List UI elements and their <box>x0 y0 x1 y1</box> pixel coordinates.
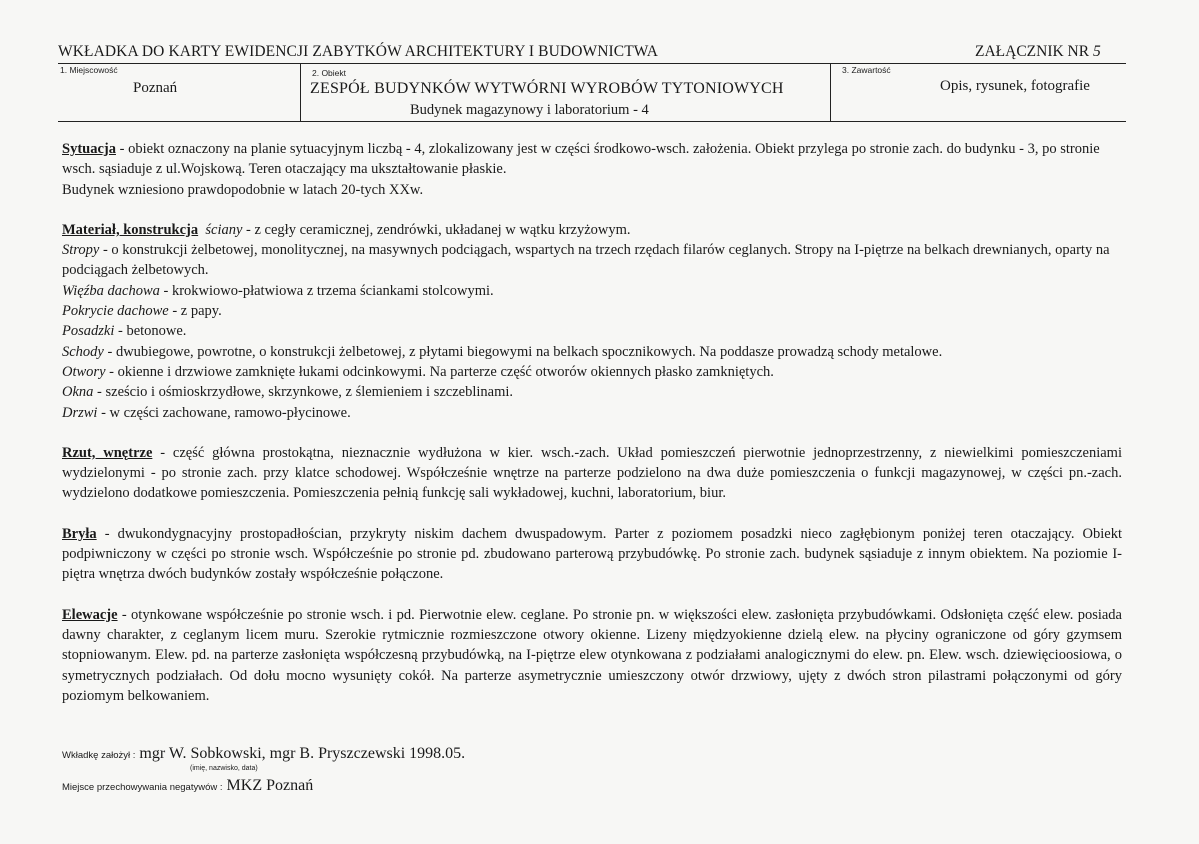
material-item <box>62 281 1122 301</box>
plan-text: - część główna prostokątna, nieznacznie wydłużona w kier. wsch.-zach. Układ pomieszczeń pierwotnie jednoprzestrzenny, z niewielkimi pomieszczeniami wydzielonymi - po stronie zach. przy klatce schodowej. Współcześnie wnętrze na parterze podzielono na dwa duże pomieszczenia o funkcji magazynowej, w części pn.-zach. wydzielono dodatkowe pomieszczenia. Pomieszczenia pełnią funkcję sali wykładowej, kuchni, laboratorium, biur. <box>62 444 1122 502</box>
footer-storage <box>62 777 313 795</box>
material-item <box>62 342 1122 362</box>
material-term: Więźba dachowa <box>62 282 160 299</box>
material-text: - okienne i drzwiowe zamknięte łukami odcinkowymi. Na parterze część otworów okiennych płasko zamkniętych. <box>105 363 774 380</box>
annex-label-text: ZAŁĄCZNIK NR <box>975 43 1090 60</box>
material-text: - z cegły ceramicznej, zendrówki, układanej w wątku krzyżowym. <box>242 221 631 238</box>
author-label: Wkładkę założył : <box>62 750 136 761</box>
mass-text: - dwukondygnacyjny prostopadłościan, przykryty niskim dachem dwuspadowym. Parter z poziomem posadzki nieco zagłębionym poniżej teren otaczający. Obiekt podpiwniczony w części po stronie wsch. Współcześnie po stronie pd. zbudowano parterową przybudówkę. Po stronie zach. budynek sąsiaduje z innym obiektem. Na poziomie I-piętra wnętrza dwóch budynków zostały współcześnie połączone. <box>62 525 1122 583</box>
material-text: - betonowe. <box>114 323 187 340</box>
situation-heading: Sytuacja <box>62 141 116 157</box>
material-heading: Materiał, konstrukcja <box>62 221 199 238</box>
plan-heading: Rzut, wnętrze <box>62 444 153 461</box>
card-title: WKŁADKA DO KARTY EWIDENCJI ZABYTKÓW ARCHITEKTURY I BUDOWNICTWA <box>58 43 659 60</box>
material-term: Pokrycie dachowe <box>62 303 169 320</box>
material-term: ściany <box>205 221 243 238</box>
author-hint: (imię, nazwisko, data) <box>190 765 258 772</box>
material-item <box>62 382 1122 402</box>
elevations-text: - otynkowane współcześnie po stronie wsch. i pd. Pierwotnie elew. ceglane. Po stronie pn. w większości elew. zasłonięta przybudówkami. Odsłonięta część elew. posiada dawny charakter, z ceglanym licem muru. Szerokie rytmicznie rozmieszczone otwory okienne. Lizeny międzyokienne dzielą elew. na płyciny ograniczone od góry gzymsem stopniowanym. Elew. pd. na parterze zasłonięta współczesną przybudówką, na I-piętrze elew otynkowana z podziałami analogicznymi do elew. pn. Elew. wsch. dziewięcioosiowa, o symetrycznych podziałach. Od dołu mocno wysunięty cokół. Na parterze asymetrycznie umieszczony otwór drzwiowy, ujęty z dwóch stron pilastrami połączonymi od góry poziomym belkowaniem. <box>62 606 1122 704</box>
material-item <box>62 240 1122 281</box>
object-value: ZESPÓŁ BUDYNKÓW WYTWÓRNI WYROBÓW TYTONIOWYCH <box>310 80 784 97</box>
material-text: - krokwiowo-płatwiowa z trzema ściankami stolcowymi. <box>159 282 494 299</box>
contents-value: Opis, rysunek, fotografie <box>940 78 1090 94</box>
header-divider-1 <box>300 63 301 121</box>
object-subvalue: Budynek magazynowy i laboratorium - 4 <box>410 102 649 118</box>
material-text: - o konstrukcji żelbetowej, monolitycznej, na masywnych podciągach, wspartych na trzech rzędach filarów ceglanych. Stropy na I-piętrze na belkach drewnianych, oparty na podciągach żelbetowych. <box>62 242 1110 279</box>
locality-value: Poznań <box>133 80 178 96</box>
storage-label: Miejsce przechowywania negatywów : <box>62 782 223 793</box>
section-material <box>62 220 1122 423</box>
mass-heading: Bryła <box>62 525 97 542</box>
material-item <box>62 362 1122 382</box>
material-term: Otwory <box>62 363 106 380</box>
footer-author <box>62 745 465 763</box>
section-plan <box>62 443 1122 504</box>
annex-label <box>975 43 1101 61</box>
material-term: Schody <box>62 343 104 360</box>
author-value: mgr W. Sobkowski, mgr B. Pryszczewski 1998.05. <box>135 745 466 762</box>
header-divider-2 <box>830 63 831 121</box>
description-body <box>62 139 1122 726</box>
material-text: - z papy. <box>168 303 222 320</box>
section-mass <box>62 524 1122 585</box>
material-term: Stropy <box>62 242 100 259</box>
material-text: - w części zachowane, ramowo-płycinowe. <box>97 404 351 421</box>
material-term: Drzwi <box>62 404 98 421</box>
object-label: 2. Obiekt <box>312 68 347 78</box>
material-term: Posadzki <box>62 323 115 340</box>
situation-text-2: Budynek wzniesiono prawdopodobnie w latach 20-tych XXw. <box>62 181 424 198</box>
situation-text: - obiekt oznaczony na planie sytuacyjnym liczbą - 4, zlokalizowany jest w części środkowo-wsch. założenia. Obiekt przylega po stronie zach. do budynku - 3, po stronie wsch. sąsiaduje z ul.Wojskową. Teren otaczający ma ukształtowanie płaskie. <box>62 141 1100 178</box>
material-term: Okna <box>62 384 94 401</box>
material-item <box>62 220 1122 240</box>
header-rule-top <box>58 63 1126 64</box>
material-item <box>62 301 1122 321</box>
elevations-heading: Elewacje <box>62 606 118 623</box>
annex-number: 5 <box>1092 43 1101 60</box>
header-rule-bottom <box>58 121 1126 122</box>
material-item <box>62 321 1122 341</box>
material-text: - sześcio i ośmioskrzydłowe, skrzynkowe, z ślemieniem i szczeblinami. <box>93 384 514 401</box>
material-text: - dwubiegowe, powrotne, o konstrukcji żelbetowej, z płytami biegowymi na belkach spocznikowych. Na poddasze prowadzą schody metalowe. <box>103 343 943 360</box>
storage-value: MKZ Poznań <box>222 777 314 794</box>
section-elevations <box>62 605 1122 706</box>
material-item <box>62 403 1122 423</box>
locality-label: 1. Miejscowość <box>60 65 118 75</box>
contents-label: 3. Zawartość <box>842 65 891 75</box>
section-situation <box>62 139 1122 180</box>
